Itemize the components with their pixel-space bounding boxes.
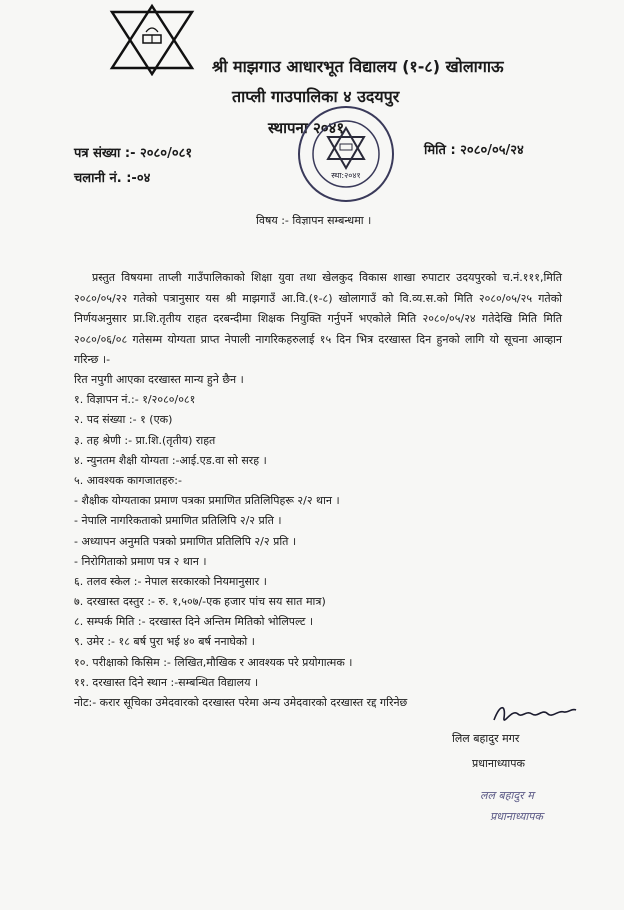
notice-line: ७. दरखास्त दस्तुर :- रु. १,५०७/-एक हजार पांच सय सात मात्र) (74, 595, 326, 609)
notice-line: - अध्यापन अनुमति पत्रको प्रमाणित प्रतिलिपि २/२ प्रति । (74, 534, 297, 548)
dispatch-number: चलानी नं. :-०४ (74, 171, 151, 186)
municipality-line: ताप्ली गाउपालिका ४ उदयपुर (232, 87, 400, 106)
school-logo (106, 2, 198, 76)
notice-line: ३. तह श्रेणी :- प्रा.शि.(तृतीय) राहत (74, 433, 216, 447)
notice-line: ४. न्युनतम शैक्षी योग्यता :-आई.एड.वा सो सरह । (74, 453, 267, 467)
signatory-name: लिल बहादुर मगर (452, 732, 520, 745)
notice-line: ८. सम्पर्क मिति :- दरखास्त दिने अन्तिम मितिको भोलिपल्ट । (74, 615, 314, 629)
notice-line: २. पद संख्या :- १ (एक) (74, 413, 173, 427)
notice-line: ११. दरखास्त दिने स्थान :-सम्बन्धित विद्यालय । (74, 675, 259, 689)
letter-number: पत्र संख्या :- २०८०/०८१ (74, 146, 193, 161)
notice-line: १. विज्ञापन नं.:- १/२०८०/०८१ (74, 393, 196, 407)
notice-line: ६. तलव स्केल :- नेपाल सरकारको नियमानुसार । (74, 574, 267, 588)
notice-items (74, 370, 407, 713)
notice-line: रित नपुगी आएका दरखास्त मान्य हुने छैन । (74, 373, 244, 386)
handwritten-signature (490, 700, 580, 728)
notice-line: १०. परीक्षाको किसिम :- लिखित,मौखिक र आवश्यक परे प्रयोगात्मक । (74, 655, 353, 669)
notice-line: ९. उमेर :- १८ बर्ष पुरा भई ४० बर्ष ननाघेको । (74, 635, 255, 649)
stamp-name: लल बहादुर म (480, 789, 534, 802)
school-name: श्री माझगाउ आधारभूत विद्यालय (१-८) खोलागाऊ (212, 57, 504, 76)
established-line: स्थापना २०४१ (268, 119, 345, 137)
notice-line: ५. आवश्यक कागजातहरु:- (74, 473, 182, 487)
school-seal (296, 104, 396, 204)
notice-line: - शैक्षीक योग्यताका प्रमाण पत्रका प्रमाणित प्रतिलिपिहरू २/२ थान । (74, 494, 340, 508)
subject-line: विषय :- विज्ञापन सम्बन्धमा । (256, 214, 372, 227)
name-stamp (480, 784, 590, 834)
seal-text: स्था:२०४१ (331, 171, 361, 180)
notice-line: - नेपालि नागरिकताको प्रमाणित प्रतिलिपि २/२ प्रति । (74, 514, 282, 528)
notice-paragraph: प्रस्तुत विषयमा ताप्ली गाउँपालिकाको शिक्षा युवा तथा खेलकुद विकास शाखा रुपाटार उदयपुरको च.नं.१११,मिति २०८०/०५/२२ गतेको पत्रानुसार यस श्री माझगाउँ आ.वि.(१-८) खोलागाउँ को वि.व्य.स.को मिति २०८०/०५/२५ गतेको निर्णयअनुसार प्रा.शि.तृतीय राहत दरबन्दीमा शिक्षक नियुक्ति गर्नुपर्ने भएकोले मिति २०८०/०५/२४ गतेदेखि मिति मिति २०८०/०६/०८ गतेसम्म योग्यता प्राप्त नेपाली नागरिकहरुलाई १५ दिन भित्र दरखास्त दिन हुनको लागि यो सूचना आव्हान गरिन्छ ।- (74, 271, 562, 366)
notice-line: नोट:- करार सूचिका उमेदवारको दरखास्त परेमा अन्य उमेदवारको दरखास्त रद्द गरिनेछ (74, 696, 408, 709)
stamp-title: प्रधानाध्यापक (490, 810, 543, 823)
letter-date: मिति : २०८०/०५/२४ (424, 143, 524, 158)
signatory-title: प्रधानाध्यापक (472, 757, 525, 770)
notice-line: - निरोगिताको प्रमाण पत्र २ थान । (74, 554, 207, 568)
